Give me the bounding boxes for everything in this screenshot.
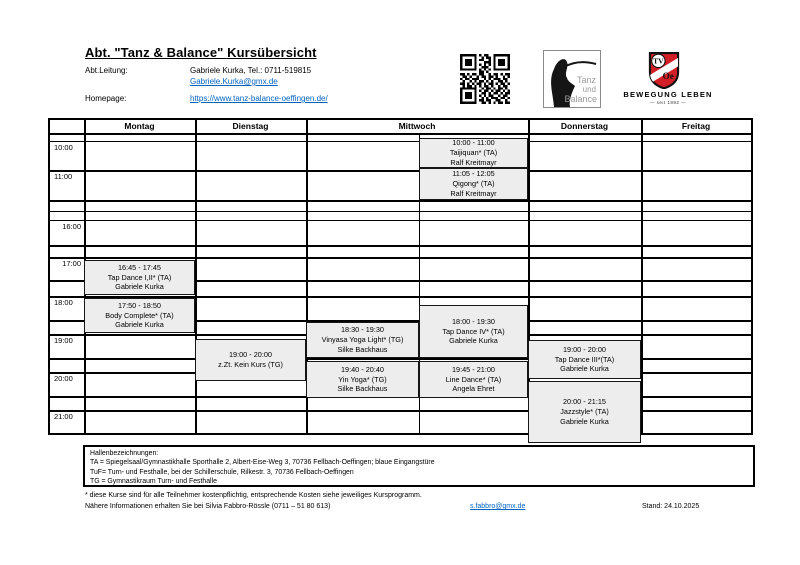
event-text-line: 17:50 - 18:50 bbox=[117, 300, 161, 310]
event-card bbox=[419, 361, 528, 398]
event-text-line: Gabriele Kurka bbox=[560, 416, 609, 426]
table-gridline-h bbox=[48, 133, 753, 135]
event-text-line: Jazzstyle* (TA) bbox=[560, 407, 609, 417]
dancer-silhouette-icon bbox=[544, 51, 600, 107]
event-text-line: Tap Dance III*(TA) bbox=[554, 354, 615, 364]
event-text-line: 19:40 - 20:40 bbox=[340, 364, 384, 374]
time-label-2100: 21:00 bbox=[54, 412, 73, 421]
time-label-1000: 10:00 bbox=[54, 143, 73, 152]
svg-text:TV: TV bbox=[652, 56, 664, 66]
tanz-balance-logo bbox=[543, 50, 601, 108]
schedule-table bbox=[48, 118, 753, 435]
event-text-line: Gabriele Kurka bbox=[115, 282, 164, 292]
time-label-1100: 11:00 bbox=[54, 172, 73, 181]
day-header-donnerstag: Donnerstag bbox=[560, 120, 609, 131]
crest-since: — seit 1892 — bbox=[649, 100, 687, 105]
table-gridline-h bbox=[48, 220, 753, 221]
event-text-line: Gabriele Kurka bbox=[560, 364, 609, 374]
event-text-line: Ralf Kreitmayr bbox=[450, 157, 497, 167]
event-text-line: Vinyasa Yoga Light* (TG) bbox=[321, 335, 404, 345]
legend-box bbox=[83, 445, 755, 487]
table-gridline-h bbox=[48, 200, 753, 202]
day-header-freitag: Freitag bbox=[681, 120, 711, 131]
leitung-value: Gabriele Kurka, Tel.: 0711-519815 bbox=[190, 66, 312, 75]
table-gridline-h bbox=[48, 358, 753, 360]
table-gridline-h bbox=[48, 433, 753, 435]
legend-line: TuF= Turn- und Festhalle, bei der Schillerschule, Rilkestr. 3, 70736 Fellbach-Oeffingen bbox=[90, 468, 354, 476]
contact-email-link[interactable]: s.fabbro@gmx.de bbox=[470, 503, 526, 510]
svg-text:Balance: Balance bbox=[564, 94, 597, 104]
time-label-2000: 20:00 bbox=[54, 374, 73, 383]
table-gridline-h bbox=[48, 170, 753, 172]
homepage-link[interactable]: https://www.tanz-balance-oeffingen.de/ bbox=[190, 94, 328, 103]
leitung-label: Abt.Leitung: bbox=[85, 66, 128, 75]
event-text-line: Tap Dance I,II* (TA) bbox=[107, 272, 172, 282]
date-stamp: Stand: 24.10.2025 bbox=[642, 503, 700, 510]
event-card bbox=[528, 381, 641, 443]
svg-text:Oe: Oe bbox=[662, 71, 674, 82]
event-text-line: 11:05 - 12:05 bbox=[452, 169, 495, 179]
day-header-dienstag: Dienstag bbox=[232, 120, 269, 131]
time-label-1700: 17:00 bbox=[62, 259, 81, 268]
event-card bbox=[195, 339, 306, 381]
event-text-line: 19:00 - 20:00 bbox=[228, 350, 272, 360]
table-gridline-h bbox=[48, 211, 753, 212]
event-text-line: Tap Dance IV* (TA) bbox=[442, 326, 505, 336]
event-text-line: Gabriele Kurka bbox=[115, 320, 164, 330]
table-gridline-h bbox=[48, 410, 753, 412]
table-gridline-v bbox=[751, 118, 753, 435]
legend-line: TA = Spiegelsaal/Gymnastikhalle Sporthalle 2, Albert-Eise-Weg 3, 70736 Fellbach-Oeffingen; blaue Eingangstüre bbox=[90, 459, 435, 467]
table-gridline-v bbox=[48, 118, 50, 435]
event-card bbox=[84, 260, 195, 295]
event-text-line: Yin Yoga* (TG) bbox=[338, 374, 387, 384]
cost-note: * diese Kurse sind für alle Teilnehmer kostenpflichtig, entsprechende Kosten siehe jeweiliges Kursprogramm. bbox=[85, 492, 422, 499]
event-card bbox=[528, 340, 641, 379]
crest-motto: BEWEGUNG LEBEN bbox=[623, 90, 713, 99]
svg-text:und: und bbox=[582, 85, 596, 94]
day-header-mittwoch: Mittwoch bbox=[398, 120, 436, 131]
event-text-line: 16:45 - 17:45 bbox=[117, 262, 161, 272]
table-gridline-h bbox=[48, 141, 753, 142]
event-card bbox=[306, 322, 419, 358]
event-card bbox=[419, 138, 528, 168]
legend-line: TG = Gymnastikraum Turn- und Festhalle bbox=[90, 477, 217, 485]
event-text-line: 18:30 - 19:30 bbox=[340, 325, 384, 335]
event-text-line: Silke Backhaus bbox=[337, 384, 388, 394]
event-card bbox=[306, 361, 419, 398]
event-card bbox=[419, 305, 528, 358]
time-label-1800: 18:00 bbox=[54, 298, 73, 307]
table-gridline-h bbox=[48, 257, 753, 259]
table-gridline-h bbox=[48, 245, 753, 247]
svg-text:Tanz: Tanz bbox=[576, 75, 596, 85]
event-text-line: 20:00 - 21:15 bbox=[562, 397, 606, 407]
tvoe-crest-icon bbox=[647, 51, 681, 89]
time-label-1900: 19:00 bbox=[54, 336, 73, 345]
event-text-line: Qigong* (TA) bbox=[452, 179, 495, 189]
event-text-line: 19:45 - 21:00 bbox=[451, 364, 495, 374]
event-text-line: Ralf Kreitmayr bbox=[450, 188, 497, 198]
event-text-line: Silke Backhaus bbox=[337, 344, 388, 354]
event-text-line: Gabriele Kurka bbox=[449, 336, 498, 346]
table-gridline-v bbox=[641, 118, 643, 435]
leitung-email-link[interactable]: Gabriele.Kurka@gmx.de bbox=[190, 77, 278, 86]
qr-code-icon bbox=[460, 54, 510, 104]
event-text-line: Taijiquan* (TA) bbox=[449, 148, 498, 158]
homepage-label: Homepage: bbox=[85, 94, 127, 103]
event-text-line: 18:00 - 19:30 bbox=[451, 316, 495, 326]
page-title: Abt. "Tanz & Balance" Kursübersicht bbox=[85, 45, 317, 60]
table-gridline-v bbox=[195, 118, 197, 435]
event-text-line: Line Dance* (TA) bbox=[445, 374, 502, 384]
event-card bbox=[419, 168, 528, 200]
legend-heading: Hallenbezeichnungen: bbox=[90, 450, 159, 457]
event-card bbox=[84, 298, 195, 333]
event-text-line: 19:00 - 20:00 bbox=[562, 344, 606, 354]
event-text-line: Angela Ehret bbox=[452, 384, 495, 394]
event-text-line: z.Zt. Kein Kurs (TG) bbox=[218, 360, 283, 369]
event-text-line: Body Complete* (TA) bbox=[105, 310, 174, 320]
time-label-1600: 16:00 bbox=[62, 222, 81, 231]
info-note: Nähere Informationen erhalten Sie bei Silvia Fabbro-Rössle (0711 – 51 80 613) bbox=[85, 503, 331, 510]
day-header-montag: Montag bbox=[124, 120, 155, 131]
event-text-line: 10:00 - 11:00 bbox=[452, 138, 495, 148]
